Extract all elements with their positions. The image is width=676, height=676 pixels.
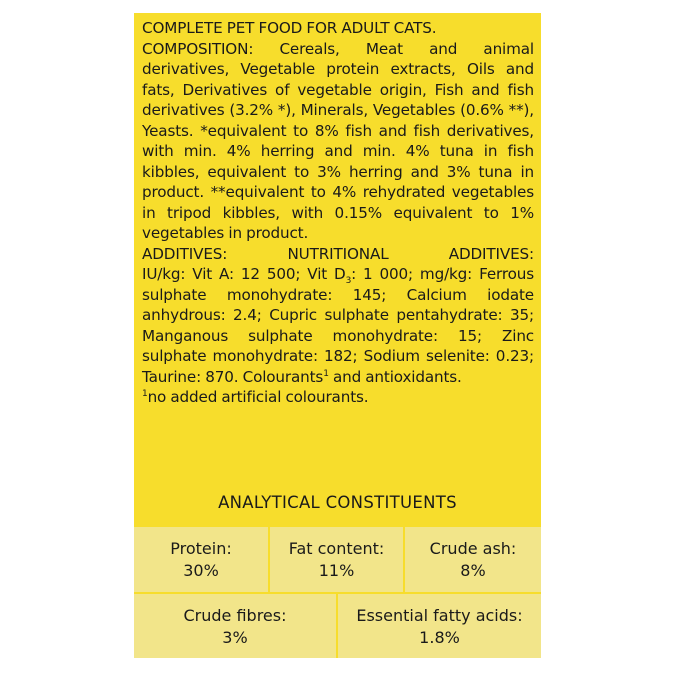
composition-paragraph [142, 39, 534, 244]
table-divider-vertical [336, 594, 338, 658]
constituent-cell-fibres [134, 594, 336, 658]
additives-paragraph [142, 264, 534, 387]
constituent-name: Protein: [170, 539, 232, 558]
additives-text-a: IU/kg: Vit A: 12 500; Vit D [142, 265, 346, 283]
table-divider-vertical [403, 527, 405, 592]
footnote-text: no added artificial colourants. [147, 388, 369, 406]
product-heading: COMPLETE PET FOOD FOR ADULT CATS. [142, 19, 437, 37]
additives-title: ADDITIVES: NUTRITIONAL ADDITIVES: [142, 244, 534, 263]
composition-title: COMPOSITION: [142, 39, 254, 58]
label-text-block [142, 18, 534, 408]
constituent-value: 3% [222, 628, 248, 647]
additives-text-b: : 1 000; mg/kg: Ferrous sulphate monohydrate: 145; Calcium iodate anhydrous: 2.4; Cupric sulphate pentahydrate: 35; Manganous sulphate monohydrate: 15; Zinc sulphate monohydrate: 182; Sodium selenite: 0.23; Taurine: 870. Colourants [142, 265, 534, 386]
footnote-mark: 1 [142, 388, 148, 399]
constituent-value: 30% [183, 561, 219, 580]
vit-d-subscript: 3 [345, 276, 352, 287]
constituent-value: 11% [318, 561, 355, 580]
analytical-constituents-table [134, 527, 541, 658]
constituent-value: 1.8% [419, 628, 460, 647]
constituent-cell-protein [134, 527, 268, 592]
constituent-name: Crude ash: [429, 539, 517, 558]
constituent-cell-fatty-acids [338, 594, 541, 658]
constituent-name: Fat content: [288, 539, 385, 558]
pet-food-label [134, 13, 541, 658]
table-divider-vertical [268, 527, 270, 592]
constituent-name: Essential fatty acids: [356, 606, 523, 625]
constituent-cell-fat [270, 527, 403, 592]
additives-text-end: and antioxidants. [328, 367, 462, 386]
composition-text: Cereals, Meat and animal derivatives, Vegetable protein extracts, Oils and fats, Derivatives of vegetable origin, Fish and fish derivatives (3.2% *), Minerals, Vegetables (0.6% **), Yeasts. *equivalent to 8% fish and fish derivatives, with min. 4% herring and min. 4% tuna in fish kibbles, equivalent to 3% herring and 3% tuna in product. **equivalent to 4% rehydrated vegetables in tripod kibbles, with 0.15% equivalent to 1% vegetables in product. [142, 39, 534, 242]
colourants-footnote-mark: 1 [323, 368, 329, 379]
constituent-cell-ash [405, 527, 541, 592]
analytical-constituents-title: ANALYTICAL CONSTITUENTS [218, 493, 457, 512]
constituent-name: Crude fibres: [183, 606, 287, 625]
footnote [142, 387, 534, 408]
constituent-value: 8% [460, 561, 486, 580]
